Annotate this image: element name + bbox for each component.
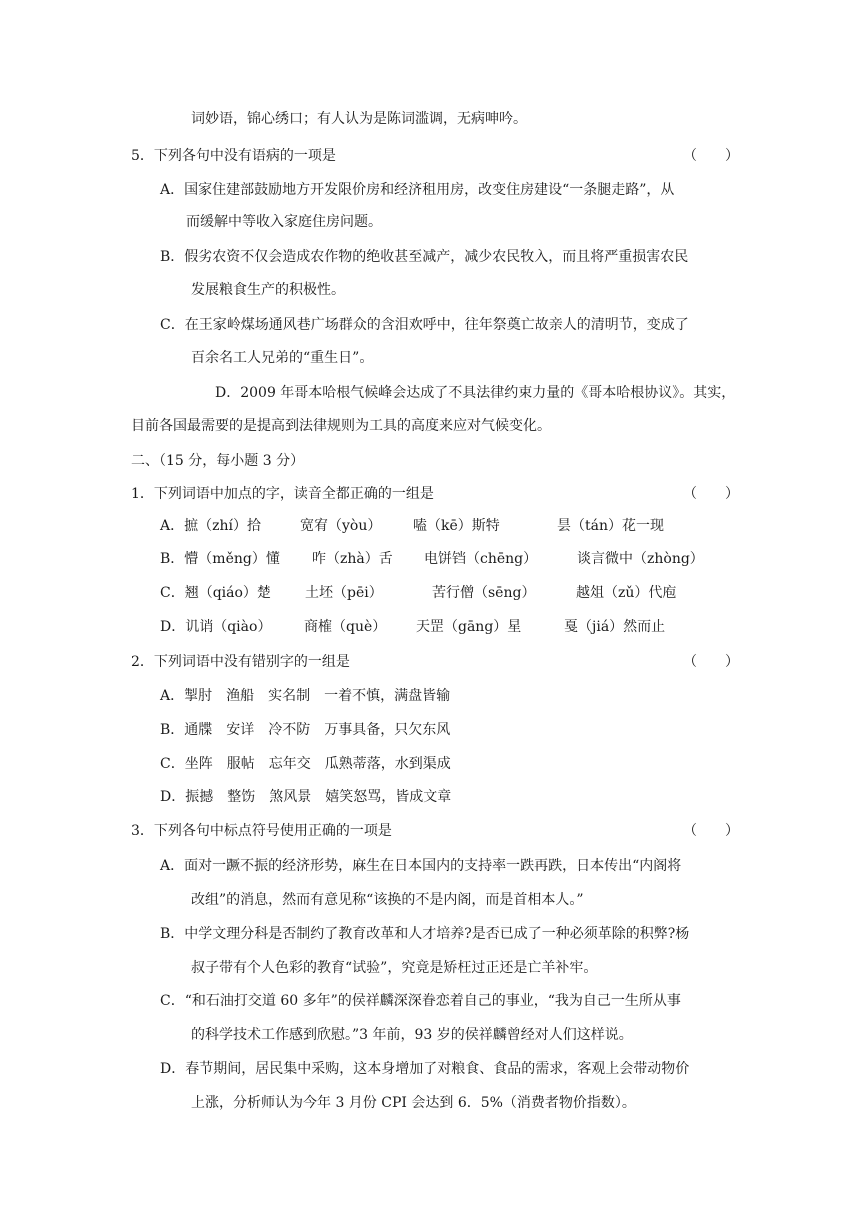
q1-option-d [160,617,665,637]
section-two-heading: 二、（15 分，每小题 3 分） [131,453,305,469]
q2-option-b: B．通牒 安详 冷不防 万事具备，只欠东风 [160,722,451,738]
q5-option-b-line2: 发展粮食生产的积极性。 [191,282,345,298]
q5-option-d-line1: D．2009 年哥本哈根气候峰会达成了不具法律约束力量的《哥本哈根协议》。其实， [215,385,736,401]
q1-option-b [160,549,704,569]
q3-option-a-line1: A．面对一蹶不振的经济形势，麻生在日本国内的支持率一跌再跌，日本传出“内阁将 [160,858,682,874]
q1-b-word-1: B．懵（měng）懂 [160,551,280,567]
q3-option-a-line2: 改组”的消息，然而有意见称“该换的不是内阁，而是首相本人。” [191,892,584,908]
q1-b-word-4: 谈言微中（zhòng） [577,551,704,567]
q1-c-word-4: 越俎（zǔ）代庖 [576,585,677,601]
q1-answer-blank: （ ） [683,486,739,502]
q1-d-word-3: 天罡（gāng）星 [416,619,522,635]
q5-answer-blank: （ ） [683,148,739,164]
previous-question-tail: 词妙语，锦心绣口；有人认为是陈词滥调，无病呻吟。 [191,111,527,127]
q5-option-a-line1: A．国家住建部鼓励地方开发限价房和经济租用房，改变住房建设“一条腿走路”，从 [160,182,675,198]
q1-d-word-1: D．讥诮（qiào） [160,619,272,635]
q1-a-word-4: 昙（tán）花一现 [557,518,664,534]
q2-answer-blank: （ ） [683,654,739,670]
q3-option-d-line1: D．春节期间，居民集中采购，这本身增加了对粮食、食品的需求，客观上会带动物价 [160,1061,690,1077]
q1-b-word-3: 电饼铛（chēng） [424,551,538,567]
q5-option-a-line2: 而缓解中等收入家庭住房问题。 [186,214,382,230]
q5-option-c-line2: 百余名工人兄弟的“重生日”。 [191,350,374,366]
q1-d-word-2: 商榷（què） [304,619,387,635]
q3-option-c-line2: 的科学技术工作感到欣慰。”3 年前，93 岁的侯祥麟曾经对人们这样说。 [191,1027,633,1043]
q5-stem: 5．下列各句中没有语病的一项是 [131,148,336,164]
q2-option-a: A．掣肘 渔船 实名制 一着不慎，满盘皆输 [160,688,451,704]
q3-answer-blank: （ ） [683,823,739,839]
q1-a-word-2: 宽宥（yòu） [300,518,382,534]
q3-stem: 3．下列各句中标点符号使用正确的一项是 [131,823,392,839]
q3-option-c-line1: C．“和石油打交道 60 多年”的侯祥麟深深眷恋着自己的事业，“我为自己一生所从事 [160,993,681,1009]
q1-c-word-3: 苦行僧（sēng） [432,585,536,601]
q1-d-word-4: 戛（jiá）然而止 [564,619,666,635]
q3-option-d-line2: 上涨，分析师认为今年 3 月份 CPI 会达到 6．5%（消费者物价指数）。 [191,1095,636,1111]
q1-stem: 1．下列词语中加点的字，读音全都正确的一组是 [131,486,434,502]
q1-b-word-2: 咋（zhà）舌 [312,551,393,567]
q1-c-word-2: 土坯（pēi） [305,585,383,601]
q1-option-c [160,583,676,603]
q3-option-b-line2: 叔子带有个人色彩的教育“试验”，究竟是矫枉过正还是亡羊补牢。 [191,960,598,976]
q2-option-c: C．坐阵 服帖 忘年交 瓜熟蒂落，水到渠成 [160,756,451,772]
q2-stem: 2．下列词语中没有错别字的一组是 [131,654,350,670]
q1-option-a [160,516,664,536]
q1-c-word-1: C．翘（qiáo）楚 [160,585,271,601]
q1-a-word-3: 嗑（kē）斯特 [413,518,500,534]
q3-option-b-line1: B．中学文理分科是否制约了教育改革和人才培养?是否已成了一种必须革除的积弊?杨 [160,926,690,942]
q5-option-b-line1: B．假劣农资不仅会造成农作物的绝收甚至减产，减少农民牧入，而且将严重损害农民 [160,249,689,265]
q5-option-d-line2: 目前各国最需要的是提高到法律规则为工具的高度来应对气候变化。 [131,418,551,434]
q5-option-c-line1: C．在王家岭煤场通风巷广场群众的含泪欢呼中，往年祭奠亡故亲人的清明节，变成了 [160,317,689,333]
q2-option-d: D．振撼 整饬 煞风景 嬉笑怒骂，皆成文章 [160,789,452,805]
q1-a-word-1: A．摭（zhí）拾 [160,518,261,534]
